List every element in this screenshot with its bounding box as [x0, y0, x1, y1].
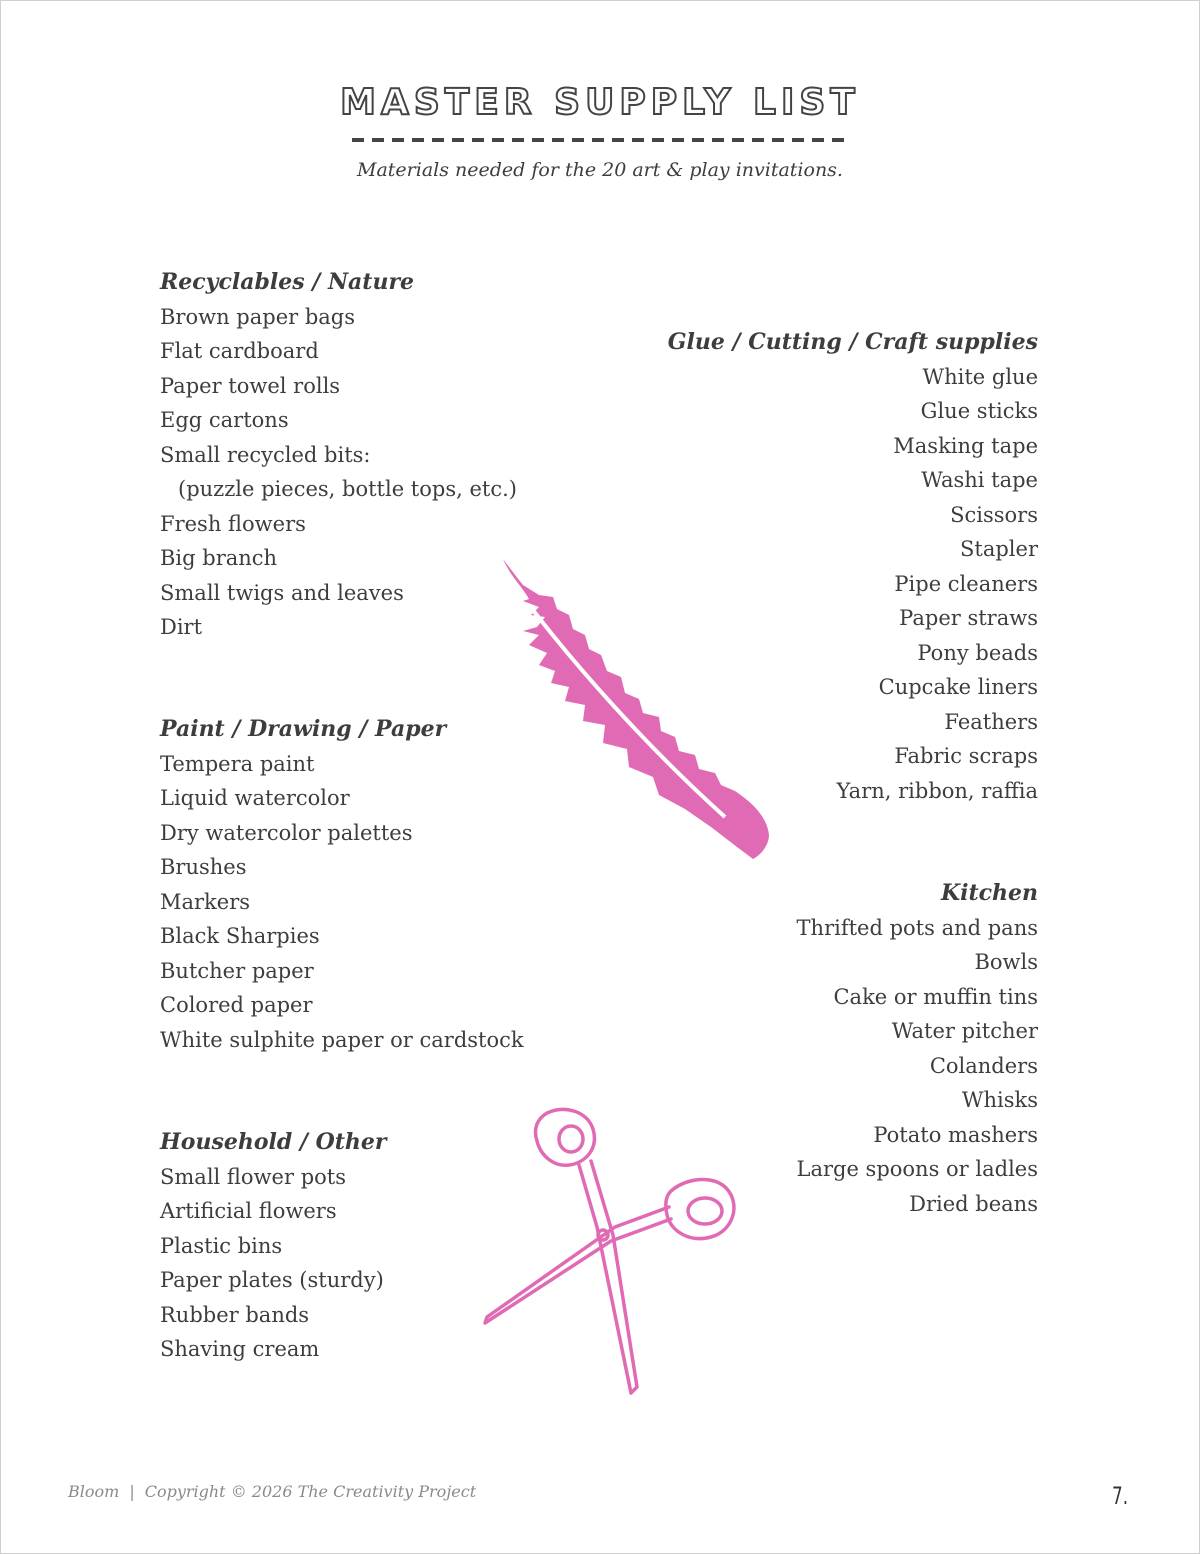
list-item: Paper plates (sturdy): [160, 1268, 384, 1292]
footer-brand: Bloom: [68, 1482, 120, 1501]
page-title: MASTER SUPPLY LIST: [340, 82, 860, 123]
list-item: Washi tape: [921, 468, 1038, 492]
section-heading: Recyclables / Nature: [160, 269, 415, 295]
list-item: Small recycled bits:: [160, 442, 371, 467]
section-heading: Household / Other: [160, 1129, 387, 1155]
list-item: Egg cartons: [160, 408, 289, 432]
list-item: White glue: [922, 364, 1038, 389]
footer-copyright-text: Copyright © 2026 The Creativity Project: [144, 1482, 477, 1501]
list-item: Pipe cleaners: [894, 571, 1038, 596]
scissors-icon: [475, 1095, 755, 1400]
list-item: Pony beads: [917, 640, 1038, 665]
feather-icon: [495, 555, 780, 865]
list-item: White sulphite paper or cardstock: [160, 1027, 524, 1052]
list-item: Feathers: [944, 709, 1038, 734]
section-heading: Kitchen: [940, 880, 1038, 906]
list-item: Rubber bands: [160, 1302, 310, 1327]
list-item: Tempera paint: [160, 751, 315, 776]
list-item: Water pitcher: [891, 1019, 1038, 1043]
footer-separator: |: [129, 1482, 135, 1501]
list-item: Butcher paper: [160, 958, 314, 983]
section-heading: Paint / Drawing / Paper: [160, 716, 447, 742]
section-paint: [160, 712, 524, 1057]
list-item: Colanders: [929, 1053, 1038, 1078]
list-item: Shaving cream: [160, 1337, 320, 1361]
list-item: Whisks: [961, 1088, 1038, 1112]
list-item: Brushes: [160, 855, 247, 879]
list-item: Dry watercolor palettes: [160, 820, 413, 845]
list-item: Paper straws: [899, 606, 1038, 630]
list-item: Masking tape: [893, 433, 1038, 458]
section-heading: Glue / Cutting / Craft supplies: [667, 329, 1038, 355]
list-item: Yarn, ribbon, raffia: [836, 778, 1038, 803]
list-item: Cake or muffin tins: [833, 984, 1038, 1009]
list-item: Artificial flowers: [160, 1199, 337, 1223]
list-item: Fresh flowers: [160, 511, 306, 536]
list-item: Bowls: [974, 950, 1038, 974]
title-divider: [352, 138, 848, 142]
list-item: Paper towel rolls: [160, 373, 341, 398]
section-recyclables: [160, 265, 517, 645]
footer-copyright: [68, 1482, 476, 1501]
list-item: Scissors: [950, 502, 1038, 527]
section-kitchen: [797, 876, 1039, 1221]
list-item: Plastic bins: [160, 1233, 283, 1258]
list-item: Dried beans: [909, 1191, 1038, 1216]
list-item: Brown paper bags: [160, 304, 356, 329]
list-item: Potato mashers: [873, 1122, 1038, 1147]
list-item: Big branch: [160, 546, 278, 570]
list-item: Flat cardboard: [160, 339, 319, 363]
list-item: (puzzle pieces, bottle tops, etc.): [178, 477, 517, 501]
list-item: Markers: [160, 889, 251, 914]
list-item: Colored paper: [160, 993, 313, 1017]
list-item: Large spoons or ladles: [796, 1157, 1038, 1181]
list-item: Small flower pots: [160, 1164, 346, 1189]
list-item: Glue sticks: [920, 399, 1038, 423]
page-number: 7.: [1112, 1482, 1129, 1510]
section-household: [160, 1125, 387, 1367]
list-item: Liquid watercolor: [160, 786, 350, 810]
list-item: Small twigs and leaves: [160, 580, 404, 605]
list-item: Fabric scraps: [894, 744, 1038, 768]
list-item: Stapler: [960, 537, 1038, 561]
list-item: Black Sharpies: [160, 924, 320, 948]
list-item: Dirt: [160, 615, 203, 639]
page-subtitle: Materials needed for the 20 art & play invitations.: [357, 159, 843, 181]
list-item: Thrifted pots and pans: [796, 915, 1038, 940]
list-item: Cupcake liners: [878, 675, 1038, 699]
